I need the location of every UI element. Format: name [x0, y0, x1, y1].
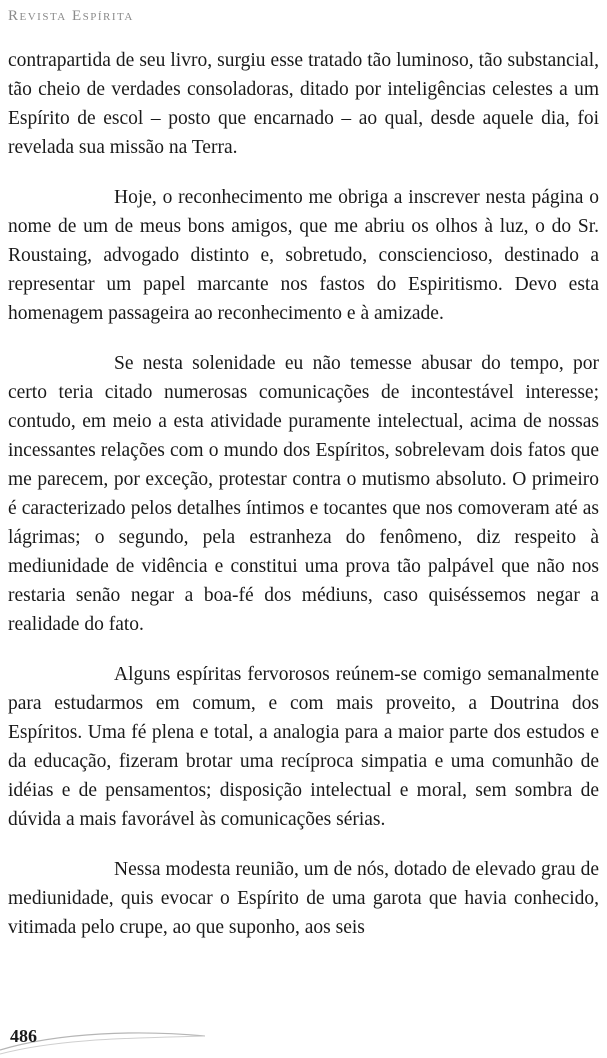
paragraph-roustaing: Hoje, o reconhecimento me obriga a inscrever nesta página o nome de um de meus bons amigos, que me abriu os olhos à luz, o do Sr. Roustaing, advogado distinto e, sobretudo, consciencioso, destinado a representar um papel marcante nos fastos do Espiritismo. Devo esta homenagem passageira ao reconhecimento e à amizade.: [8, 187, 599, 324]
paragraph-espiritas: Alguns espíritas fervorosos reúnem-se comigo semanalmente para estudarmos em comum, e com mais proveito, a Doutrina dos Espíritos. Uma fé plena e total, a analogia para a maior parte dos estudos e da educação, fizeram brotar uma recíproca simpatia e uma comunhão de idéias e de pensamentos; disposição intelectual e moral, sem sombra de dúvida a mais favorável às comunicações sérias.: [8, 664, 599, 830]
page-body: [8, 46, 599, 963]
paragraph-solenidade: Se nesta solenidade eu não temesse abusar do tempo, por certo teria citado numerosas comunicações de incontestável interesse; contudo, em meio a esta atividade puramente intelectual, acima de nossas incessantes relações com o mundo dos Espíritos, sobrelevam dois fatos que me parecem, por exceção, protestar contra o mutismo absoluto. O primeiro é caracterizado pelos detalhes íntimos e tocantes que nos comoveram até as lágrimas; o segundo, pela estranheza do fenômeno, diz respeito à mediunidade de vidência e constitui uma prova tão palpável que não nos restaria senão negar a boa-fé dos médiuns, caso quiséssemos negar a realidade do fato.: [8, 353, 599, 635]
paragraph-reuniao: Nessa modesta reunião, um de nós, dotado de elevado grau de mediunidade, quis evocar o Espírito de uma garota que havia conhecido, vitimada pelo crupe, ao que suponho, aos seis: [8, 859, 599, 938]
page-number: 486: [10, 1026, 37, 1046]
running-header: Revista Espírita: [8, 8, 134, 24]
page-footer: [0, 1020, 607, 1058]
paragraph-continuation: contrapartida de seu livro, surgiu esse tratado tão luminoso, tão substancial, tão cheio de verdades consoladoras, ditado por inteligências celestes a um Espírito de escol – posto que encarnado – ao qual, desde aquele dia, foi revelada sua missão na Terra.: [8, 50, 599, 158]
footer-swoosh-decoration: [0, 1020, 607, 1058]
